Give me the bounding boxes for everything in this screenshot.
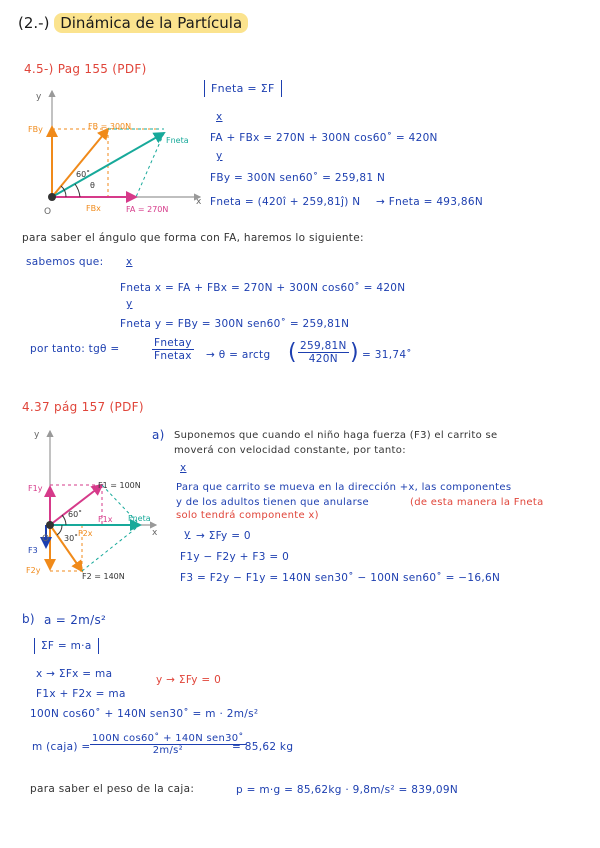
p1-eq-nx: Fneta x = FA + FBx = 270N + 300N cos60˚ = 420N bbox=[120, 282, 406, 294]
part-a-blue2: y de los adultos tienen que anularse bbox=[176, 497, 369, 508]
part-a-x-label: x bbox=[180, 462, 187, 474]
f3-label: F3 bbox=[28, 546, 38, 555]
p1-por-tanto: por tanto: tgθ = bbox=[30, 343, 120, 355]
diagram1-origin: O bbox=[44, 207, 52, 217]
diagram1-xlabel: x bbox=[196, 197, 202, 207]
f1-label: F1 = 100N bbox=[98, 481, 141, 490]
problem2-heading: 4.37 pág 157 (PDF) bbox=[22, 400, 144, 414]
part-b-bracket: ΣF = m·a bbox=[34, 638, 99, 654]
p1-y-label: y bbox=[216, 150, 223, 162]
p1-paren-num: 259,81N bbox=[300, 340, 347, 352]
part-a-eq2: F1y − F2y + F3 = 0 bbox=[180, 551, 290, 563]
fb-label: FB = 300N bbox=[88, 122, 132, 131]
f1-vector bbox=[50, 485, 102, 525]
problem2-diagram bbox=[22, 425, 162, 585]
page-title bbox=[18, 14, 248, 32]
f1y-label: F1y bbox=[28, 484, 43, 493]
part-b-m-frac bbox=[90, 733, 246, 756]
p1-paren-left: ( bbox=[288, 340, 297, 365]
p1-paren-den: 420N bbox=[308, 353, 338, 365]
p1-eq-x: FA + FBx = 270N + 300N cos60˚ = 420N bbox=[210, 132, 438, 144]
part-b-eq-sum: F1x + F2x = ma bbox=[36, 688, 126, 700]
f2y-label: F2y bbox=[26, 566, 41, 575]
diagram2-origin: O bbox=[42, 534, 50, 544]
p1-frac-num: Fnetay bbox=[154, 337, 192, 349]
p1-paren-frac bbox=[298, 340, 349, 365]
part-b-m-den: 2m/s² bbox=[152, 745, 183, 756]
part-b-accel: a = 2m/s² bbox=[44, 613, 107, 627]
p1-eq-vec: Fneta = (420î + 259,81ĵ) N bbox=[210, 196, 361, 208]
fby-label: FBy bbox=[28, 125, 43, 134]
fb-vector bbox=[52, 129, 108, 197]
part-b-m-res: = 85,62 kg bbox=[232, 741, 294, 753]
part-a-red2: solo tendrá componente x) bbox=[176, 510, 319, 521]
part-a-red1: (de esta manera la Fneta bbox=[410, 497, 544, 508]
p1-eq-ny: Fneta y = FBy = 300N sen60˚ = 259,81N bbox=[120, 318, 350, 330]
part-a-text1: Suponemos que cuando el niño haga fuerza (F3) el carrito se bbox=[174, 430, 498, 441]
p1-angle-text: para saber el ángulo que forma con FA, haremos lo siguiente: bbox=[22, 232, 364, 244]
p1-y-label2: y bbox=[126, 298, 133, 310]
p1-bracket: Fneta = ΣF bbox=[204, 80, 282, 97]
part-b-eq-y: y → ΣFy = 0 bbox=[156, 674, 222, 686]
fneta2-label: Fneta bbox=[128, 514, 151, 523]
f1x-label: F1x bbox=[98, 515, 113, 524]
fneta-label: Fneta bbox=[166, 136, 189, 145]
part-a-eq1: → ΣFy = 0 bbox=[196, 530, 251, 542]
part-b-eq-x: x → ΣFx = ma bbox=[36, 668, 113, 680]
part-b-m-num: 100N cos60˚ + 140N sen30˚ bbox=[92, 733, 244, 744]
title-prefix: (2.-) bbox=[18, 14, 50, 32]
p1-theta-eq: → θ = arctg bbox=[206, 349, 271, 361]
part-b-m-label: m (caja) = bbox=[32, 741, 91, 753]
angle2-30-label: 30˚ bbox=[64, 534, 79, 543]
part-b-label: b) bbox=[22, 612, 35, 626]
part-b-weight-text: para saber el peso de la caja: bbox=[30, 783, 195, 795]
p1-eq-y: FBy = 300N sen60˚ = 259,81 N bbox=[210, 172, 386, 184]
p1-x-label: x bbox=[216, 111, 223, 123]
part-a-text2: moverá con velocidad constante, por tanto: bbox=[174, 445, 406, 456]
part-b-eq-full: 100N cos60˚ + 140N sen30˚ = m · 2m/s² bbox=[30, 708, 259, 720]
p1-theta-res: = 31,74˚ bbox=[362, 349, 412, 361]
theta-label: θ bbox=[90, 181, 95, 190]
origin-dot bbox=[48, 193, 56, 201]
diagram2-xlabel: x bbox=[152, 528, 158, 538]
part-b-weight-eq: p = m·g = 85,62kg · 9,8m/s² = 839,09N bbox=[236, 784, 458, 796]
part-a-blue1: Para que carrito se mueva en la dirección +x, las componentes bbox=[176, 482, 512, 493]
part-a-label: a) bbox=[152, 428, 165, 442]
title-highlight: Dinámica de la Partícula bbox=[54, 13, 248, 33]
f2-label: F2 = 140N bbox=[82, 572, 125, 581]
angle-60-label: 60˚ bbox=[76, 170, 91, 179]
p1-sabemos: sabemos que: bbox=[26, 256, 104, 268]
p1-tg-frac bbox=[152, 337, 194, 362]
part-a-eq3: F3 = F2y − F1y = 140N sen30˚ − 100N sen60˚ = −16,6N bbox=[180, 572, 501, 584]
f2x-label: F2x bbox=[78, 529, 93, 538]
diagram1-ylabel: y bbox=[36, 92, 42, 102]
problem1-heading: 4.5-) Pag 155 (PDF) bbox=[24, 62, 147, 76]
fbx-label: FBx bbox=[86, 204, 101, 213]
p1-paren-right: ) bbox=[350, 340, 359, 365]
diagram2-ylabel: y bbox=[34, 430, 40, 440]
part-a-y-label: y bbox=[184, 528, 191, 540]
problem1-diagram bbox=[22, 85, 212, 225]
p1-x-label2: x bbox=[126, 256, 133, 268]
fa-label: FA = 270N bbox=[126, 205, 169, 214]
angle2-60-label: 60˚ bbox=[68, 510, 83, 519]
p1-eq-mag: → Fneta = 493,86N bbox=[376, 196, 484, 208]
p1-frac-den: Fnetax bbox=[154, 350, 192, 362]
